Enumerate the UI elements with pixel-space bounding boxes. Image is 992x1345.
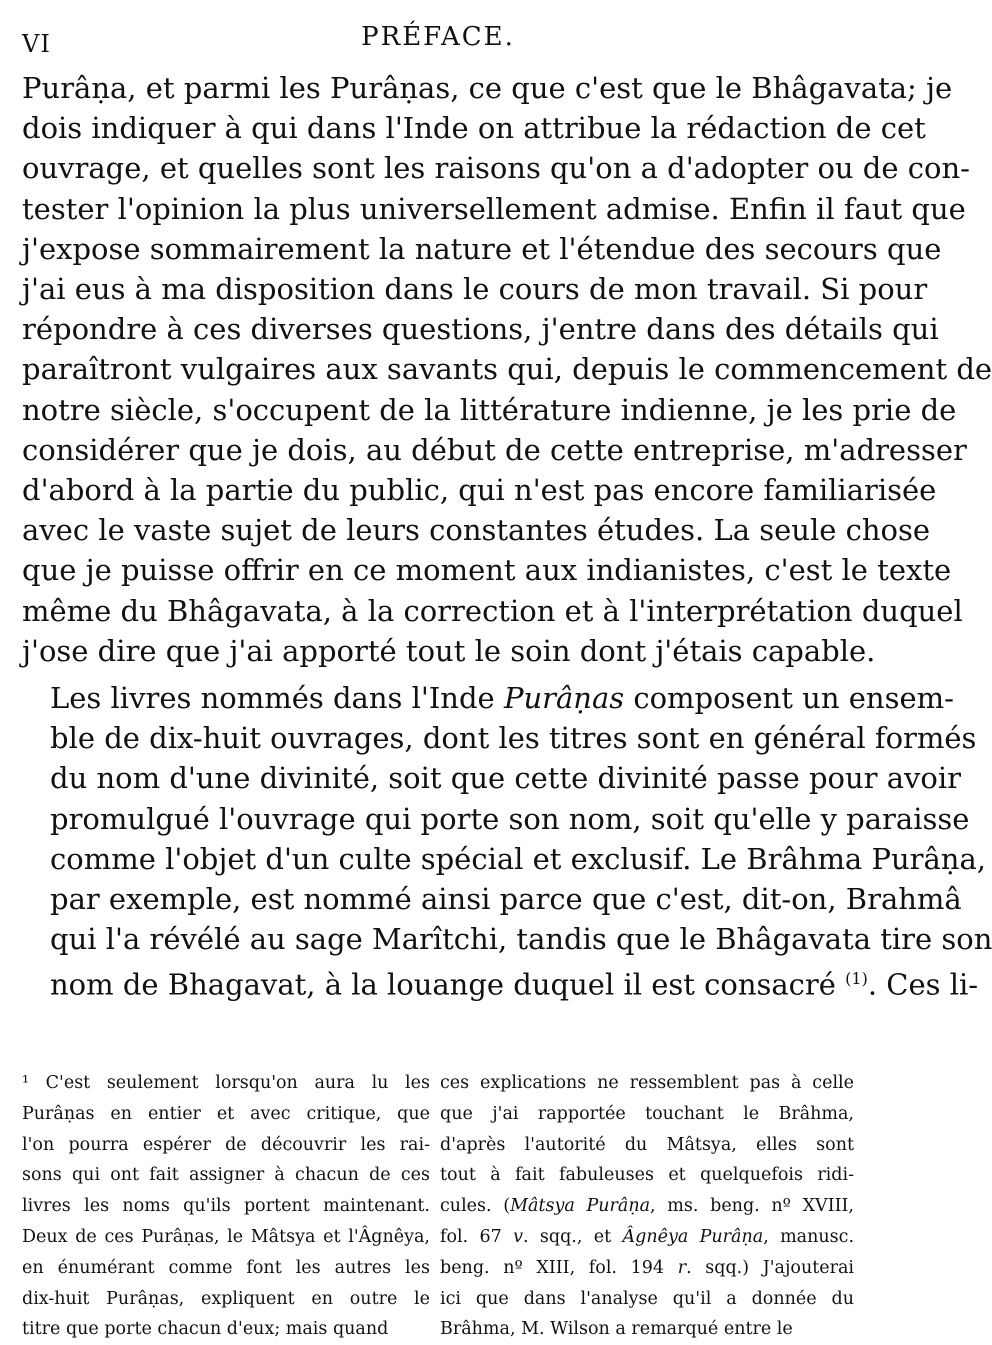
- text-line: tout à fait fabuleuses et quelquefois ridi-: [440, 1165, 854, 1186]
- footnote-reference[interactable]: (1): [845, 969, 868, 989]
- text-run: , manusc.: [763, 1226, 855, 1247]
- text-line: sons qui ont fait assigner à chacun de ces: [22, 1165, 430, 1186]
- text-run: fol. 67: [440, 1226, 514, 1247]
- running-title: PRÉFACE.: [361, 22, 515, 52]
- text-line: du nom d'une divinité, soit que cette divinité passe pour avoir: [50, 761, 962, 796]
- text-run: composent un ensem-: [624, 681, 954, 716]
- text-line: ouvrage, et quelles sont les raisons qu'on a d'adopter ou de con-: [22, 151, 970, 186]
- italic-term: v: [513, 1226, 524, 1247]
- text-run: Les livres nommés dans l'Inde: [50, 681, 504, 716]
- text-line: Purâṇas en entier et avec critique, que: [22, 1103, 430, 1124]
- text-line: titre que porte chacun d'eux; mais quand: [22, 1319, 389, 1340]
- page-number: VI: [22, 30, 51, 58]
- text-line: répondre à ces diverses questions, j'entre dans des détails qui: [22, 312, 939, 347]
- paragraph-1: [22, 68, 992, 671]
- text-run: nom de Bhagavat, à la louange duquel il est consacré: [50, 968, 846, 1003]
- text-line: Brâhma, M. Wilson a remarqué entre le: [440, 1319, 793, 1340]
- paragraph-2-line: [22, 678, 954, 718]
- footnote-line: [440, 1191, 854, 1222]
- text-run: . sqq.) J'ajouterai: [686, 1257, 854, 1278]
- text-line: paraîtront vulgaires aux savants qui, depuis le commencement de: [22, 352, 992, 387]
- text-line: qui l'a révélé au sage Marîtchi, tandis que le Bhâgavata tire son: [50, 922, 992, 957]
- italic-term: Mâtsya Purâṇa: [510, 1196, 651, 1217]
- text-line: ces explications ne ressemblent pas à celle: [440, 1073, 854, 1093]
- italic-term: Âgnêya Purâṇa: [622, 1226, 764, 1247]
- text-run: . Ces li-: [867, 968, 979, 1003]
- footnote-column-right: [440, 1068, 854, 1345]
- text-line: ¹ C'est seulement lorsqu'on aura lu les: [22, 1073, 430, 1093]
- paragraph-2-line: [22, 959, 979, 1005]
- main-text: [22, 68, 992, 1005]
- text-line: que je puisse offrir en ce moment aux indianistes, c'est le texte: [22, 553, 952, 588]
- text-line: ici que dans l'analyse qu'il a donnée du: [440, 1288, 854, 1309]
- text-line: considérer que je dois, au début de cette entreprise, m'adresser: [22, 432, 967, 467]
- text-line: notre siècle, s'occupent de la littérature indienne, je les prie de: [22, 392, 957, 427]
- text-line: livres les noms qu'ils portent maintenant.: [22, 1196, 430, 1217]
- text-line: par exemple, est nommé ainsi parce que c'est, dit-on, Brahmâ: [50, 882, 962, 917]
- text-line: Purâṇa, et parmi les Purâṇas, ce que c'est que le Bhâgavata; je: [22, 71, 953, 105]
- text-line: d'après l'autorité du Mâtsya, elles sont: [440, 1134, 854, 1155]
- text-line: avec le vaste sujet de leurs constantes études. La seule chose: [22, 513, 931, 548]
- text-line: l'on pourra espérer de découvrir les rai-: [22, 1134, 430, 1155]
- text-line: en énumérant comme font les autres les: [22, 1257, 430, 1278]
- text-line: même du Bhâgavata, à la correction et à l'interprétation duquel: [22, 593, 963, 628]
- text-run: . sqq., et: [523, 1226, 623, 1247]
- italic-term: r: [677, 1257, 687, 1278]
- footnote-line: [440, 1222, 854, 1253]
- text-line: dois indiquer à qui dans l'Inde on attribue la rédaction de cet: [22, 111, 926, 146]
- paragraph-2: [22, 678, 992, 1005]
- text-line: tester l'opinion la plus universellement admise. Enfin il faut que: [22, 191, 966, 226]
- text-run: , ms. beng. nº XVIII,: [650, 1196, 854, 1217]
- text-line: Deux de ces Purâṇas, le Mâtsya et l'Âgnêya,: [22, 1226, 430, 1247]
- text-line: que j'ai rapportée touchant le Brâhma,: [440, 1103, 854, 1124]
- italic-term: Purâṇas: [503, 681, 625, 716]
- text-run: cules. (: [440, 1196, 511, 1217]
- text-run: beng. nº XIII, fol. 194: [440, 1257, 678, 1278]
- text-line: j'expose sommairement la nature et l'étendue des secours que: [22, 231, 942, 266]
- text-line: comme l'objet d'un culte spécial et exclusif. Le Brâhma Purâṇa,: [50, 841, 986, 876]
- footnote-column-left: [22, 1068, 430, 1345]
- text-line: ble de dix-huit ouvrages, dont les titres sont en général formés: [50, 721, 977, 756]
- text-line: promulgué l'ouvrage qui porte son nom, soit qu'elle y paraisse: [50, 801, 970, 836]
- text-line: d'abord à la partie du public, qui n'est pas encore familiarisée: [22, 473, 937, 508]
- text-line: j'ai eus à ma disposition dans le cours de mon travail. Si pour: [22, 272, 928, 307]
- text-line: dix-huit Purâṇas, expliquent en outre le: [22, 1288, 430, 1309]
- footnotes: [22, 1068, 854, 1345]
- footnote-line: [440, 1253, 854, 1284]
- text-line: j'ose dire que j'ai apporté tout le soin dont j'étais capable.: [22, 633, 876, 668]
